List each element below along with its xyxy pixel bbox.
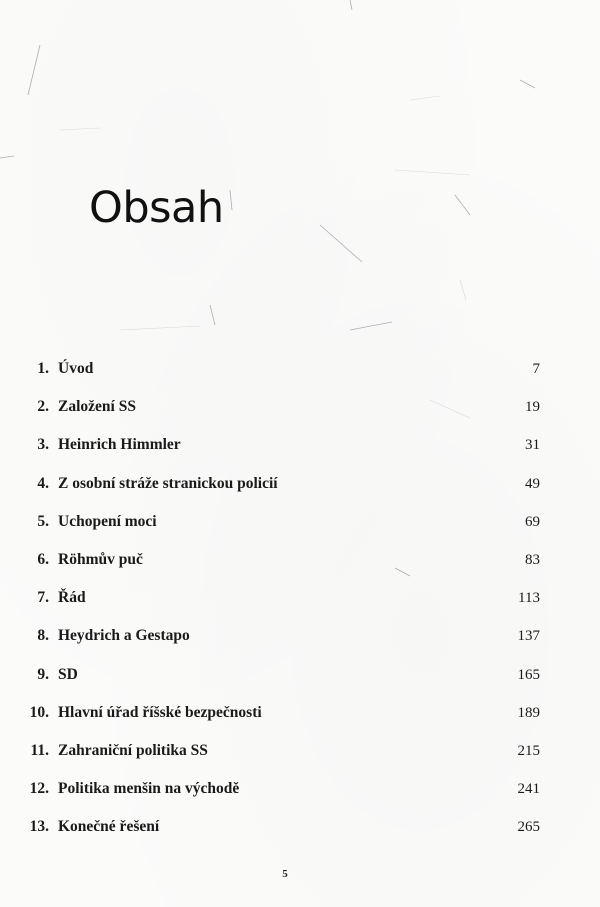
chapter-page: 49 <box>525 475 540 492</box>
chapter-number: 3. <box>37 436 49 454</box>
chapter-title: Heydrich a Gestapo <box>58 627 190 645</box>
chapter-number: 5. <box>37 512 49 530</box>
chapter-page: 165 <box>517 666 540 683</box>
chapter-number: 8. <box>37 627 49 645</box>
chapter-number: 7. <box>37 589 49 607</box>
chapter-title: SD <box>58 665 78 683</box>
toc-entry[interactable] <box>0 393 600 431</box>
chapter-title: Založení SS <box>58 398 136 416</box>
chapter-title: Politika menšin na východě <box>58 780 240 798</box>
chapter-page: 241 <box>517 781 540 798</box>
chapter-number: 10. <box>29 703 49 721</box>
toc-entry[interactable] <box>0 661 600 699</box>
chapter-page: 19 <box>525 399 540 416</box>
chapter-number: 11. <box>30 741 49 759</box>
chapter-page: 189 <box>517 704 540 721</box>
chapter-title: Röhmův puč <box>58 550 143 568</box>
toc-entry[interactable] <box>0 813 600 851</box>
toc-entry[interactable] <box>0 775 600 813</box>
toc-entry[interactable] <box>0 622 600 660</box>
chapter-number: 9. <box>37 665 49 683</box>
chapter-number: 6. <box>37 550 49 568</box>
table-of-contents <box>0 355 600 851</box>
chapter-title: Konečné řešení <box>58 818 160 836</box>
chapter-page: 113 <box>518 590 540 607</box>
toc-entry[interactable] <box>0 508 600 546</box>
chapter-page: 69 <box>525 513 540 530</box>
toc-entry[interactable] <box>0 546 600 584</box>
chapter-page: 137 <box>517 628 540 645</box>
chapter-page: 7 <box>532 361 540 377</box>
chapter-title: Heinrich Himmler <box>58 436 181 454</box>
chapter-number: 2. <box>37 398 49 416</box>
chapter-title: Řád <box>58 589 86 607</box>
chapter-number: 13. <box>29 818 49 836</box>
chapter-title: Zahraniční politika SS <box>58 741 208 759</box>
chapter-number: 12. <box>29 780 49 798</box>
chapter-page: 265 <box>517 819 540 836</box>
chapter-page: 83 <box>525 551 540 568</box>
page-title: Obsah <box>89 182 224 233</box>
toc-entry[interactable] <box>0 431 600 469</box>
toc-entry[interactable] <box>0 737 600 775</box>
chapter-title: Hlavní úřad říšské bezpečnosti <box>58 703 262 721</box>
chapter-title: Uchopení moci <box>58 512 157 530</box>
chapter-number: 1. <box>37 360 49 377</box>
chapter-title: Z osobní stráže stranickou policií <box>58 474 278 492</box>
chapter-page: 215 <box>517 742 540 759</box>
toc-entry[interactable] <box>0 584 600 622</box>
toc-entry[interactable] <box>0 699 600 737</box>
chapter-number: 4. <box>37 474 49 492</box>
page-number: 5 <box>282 868 288 880</box>
toc-entry[interactable] <box>0 470 600 508</box>
toc-entry[interactable] <box>0 355 600 393</box>
chapter-title: Úvod <box>58 360 94 377</box>
chapter-page: 31 <box>525 437 540 454</box>
